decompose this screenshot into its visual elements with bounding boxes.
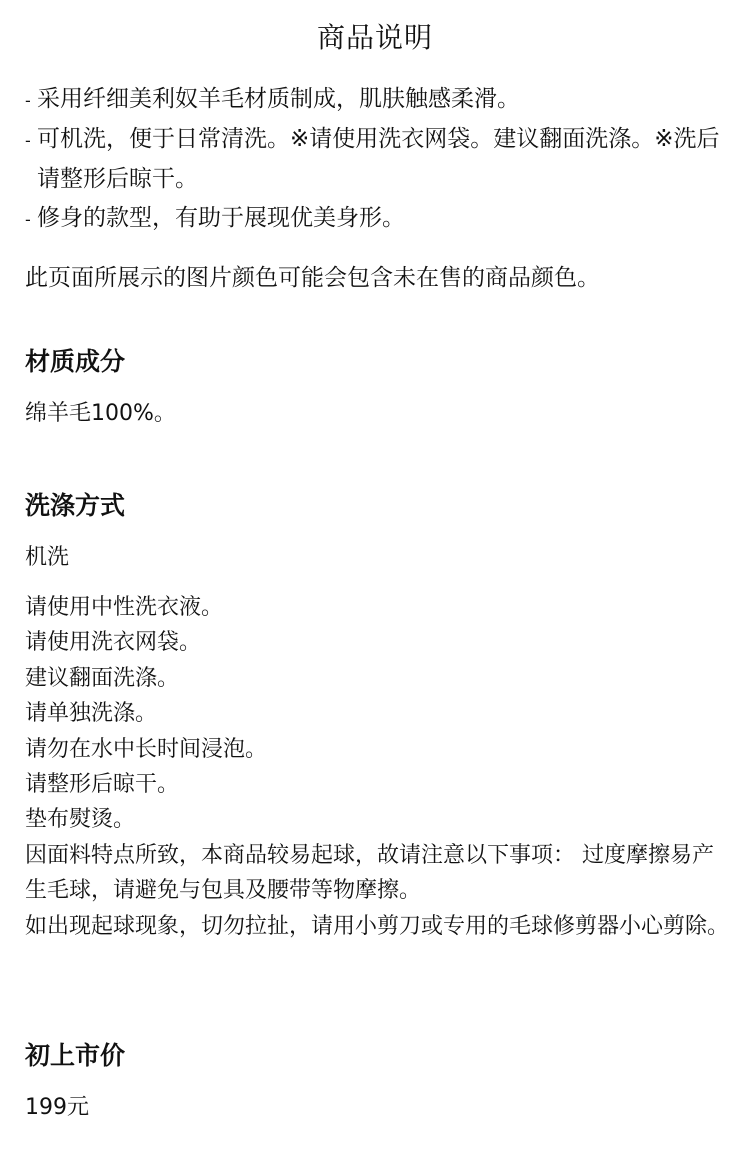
feature-text: 采用纤细美利奴羊毛材质制成，肌肤触感柔滑。: [37, 86, 520, 112]
care-heading: 洗涤方式: [25, 491, 126, 520]
care-item: 建议翻面洗涤。: [25, 665, 180, 691]
care-item: 垫布熨烫。: [25, 807, 136, 833]
price-text: 199元: [25, 1095, 89, 1120]
color-disclaimer: 此页面所展示的图片颜色可能会包含未在售的商品颜色。: [25, 265, 600, 291]
care-instructions: [25, 590, 730, 944]
feature-list: [25, 80, 735, 239]
feature-text: 修身的款型，有助于展现优美身形。: [37, 205, 405, 231]
feature-item: [25, 199, 735, 239]
care-item: 请单独洗涤。: [25, 701, 158, 727]
feature-marker: -: [25, 210, 31, 229]
price-heading: 初上市价: [25, 1041, 126, 1070]
care-method: 机洗: [25, 545, 70, 570]
care-item: 请使用中性洗衣液。: [25, 595, 224, 620]
material-text: 绵羊毛100%。: [25, 401, 176, 426]
care-item: 如出现起球现象，切勿拉扯，请用小剪刀或专用的毛球修剪器小心剪除。: [25, 913, 730, 939]
page-title: 商品说明: [316, 21, 433, 54]
feature-text: 可机洗，便于日常清洗。※请使用洗衣网袋。建议翻面洗涤。※洗后请整形后晾干。: [37, 126, 720, 192]
feature-item: [25, 80, 735, 120]
care-item: 请使用洗衣网袋。: [25, 630, 202, 656]
material-heading: 材质成分: [25, 347, 126, 376]
care-item: 请整形后晾干。: [25, 772, 180, 798]
feature-marker: -: [25, 131, 31, 150]
care-item: 请勿在水中长时间浸泡。: [25, 736, 268, 762]
feature-item: [25, 120, 735, 199]
care-item: 因面料特点所致，本商品较易起球，故请注意以下事项： 过度摩擦易产生毛球，请避免与包具及腰带等物摩擦。: [25, 842, 714, 904]
feature-marker: -: [25, 91, 31, 110]
